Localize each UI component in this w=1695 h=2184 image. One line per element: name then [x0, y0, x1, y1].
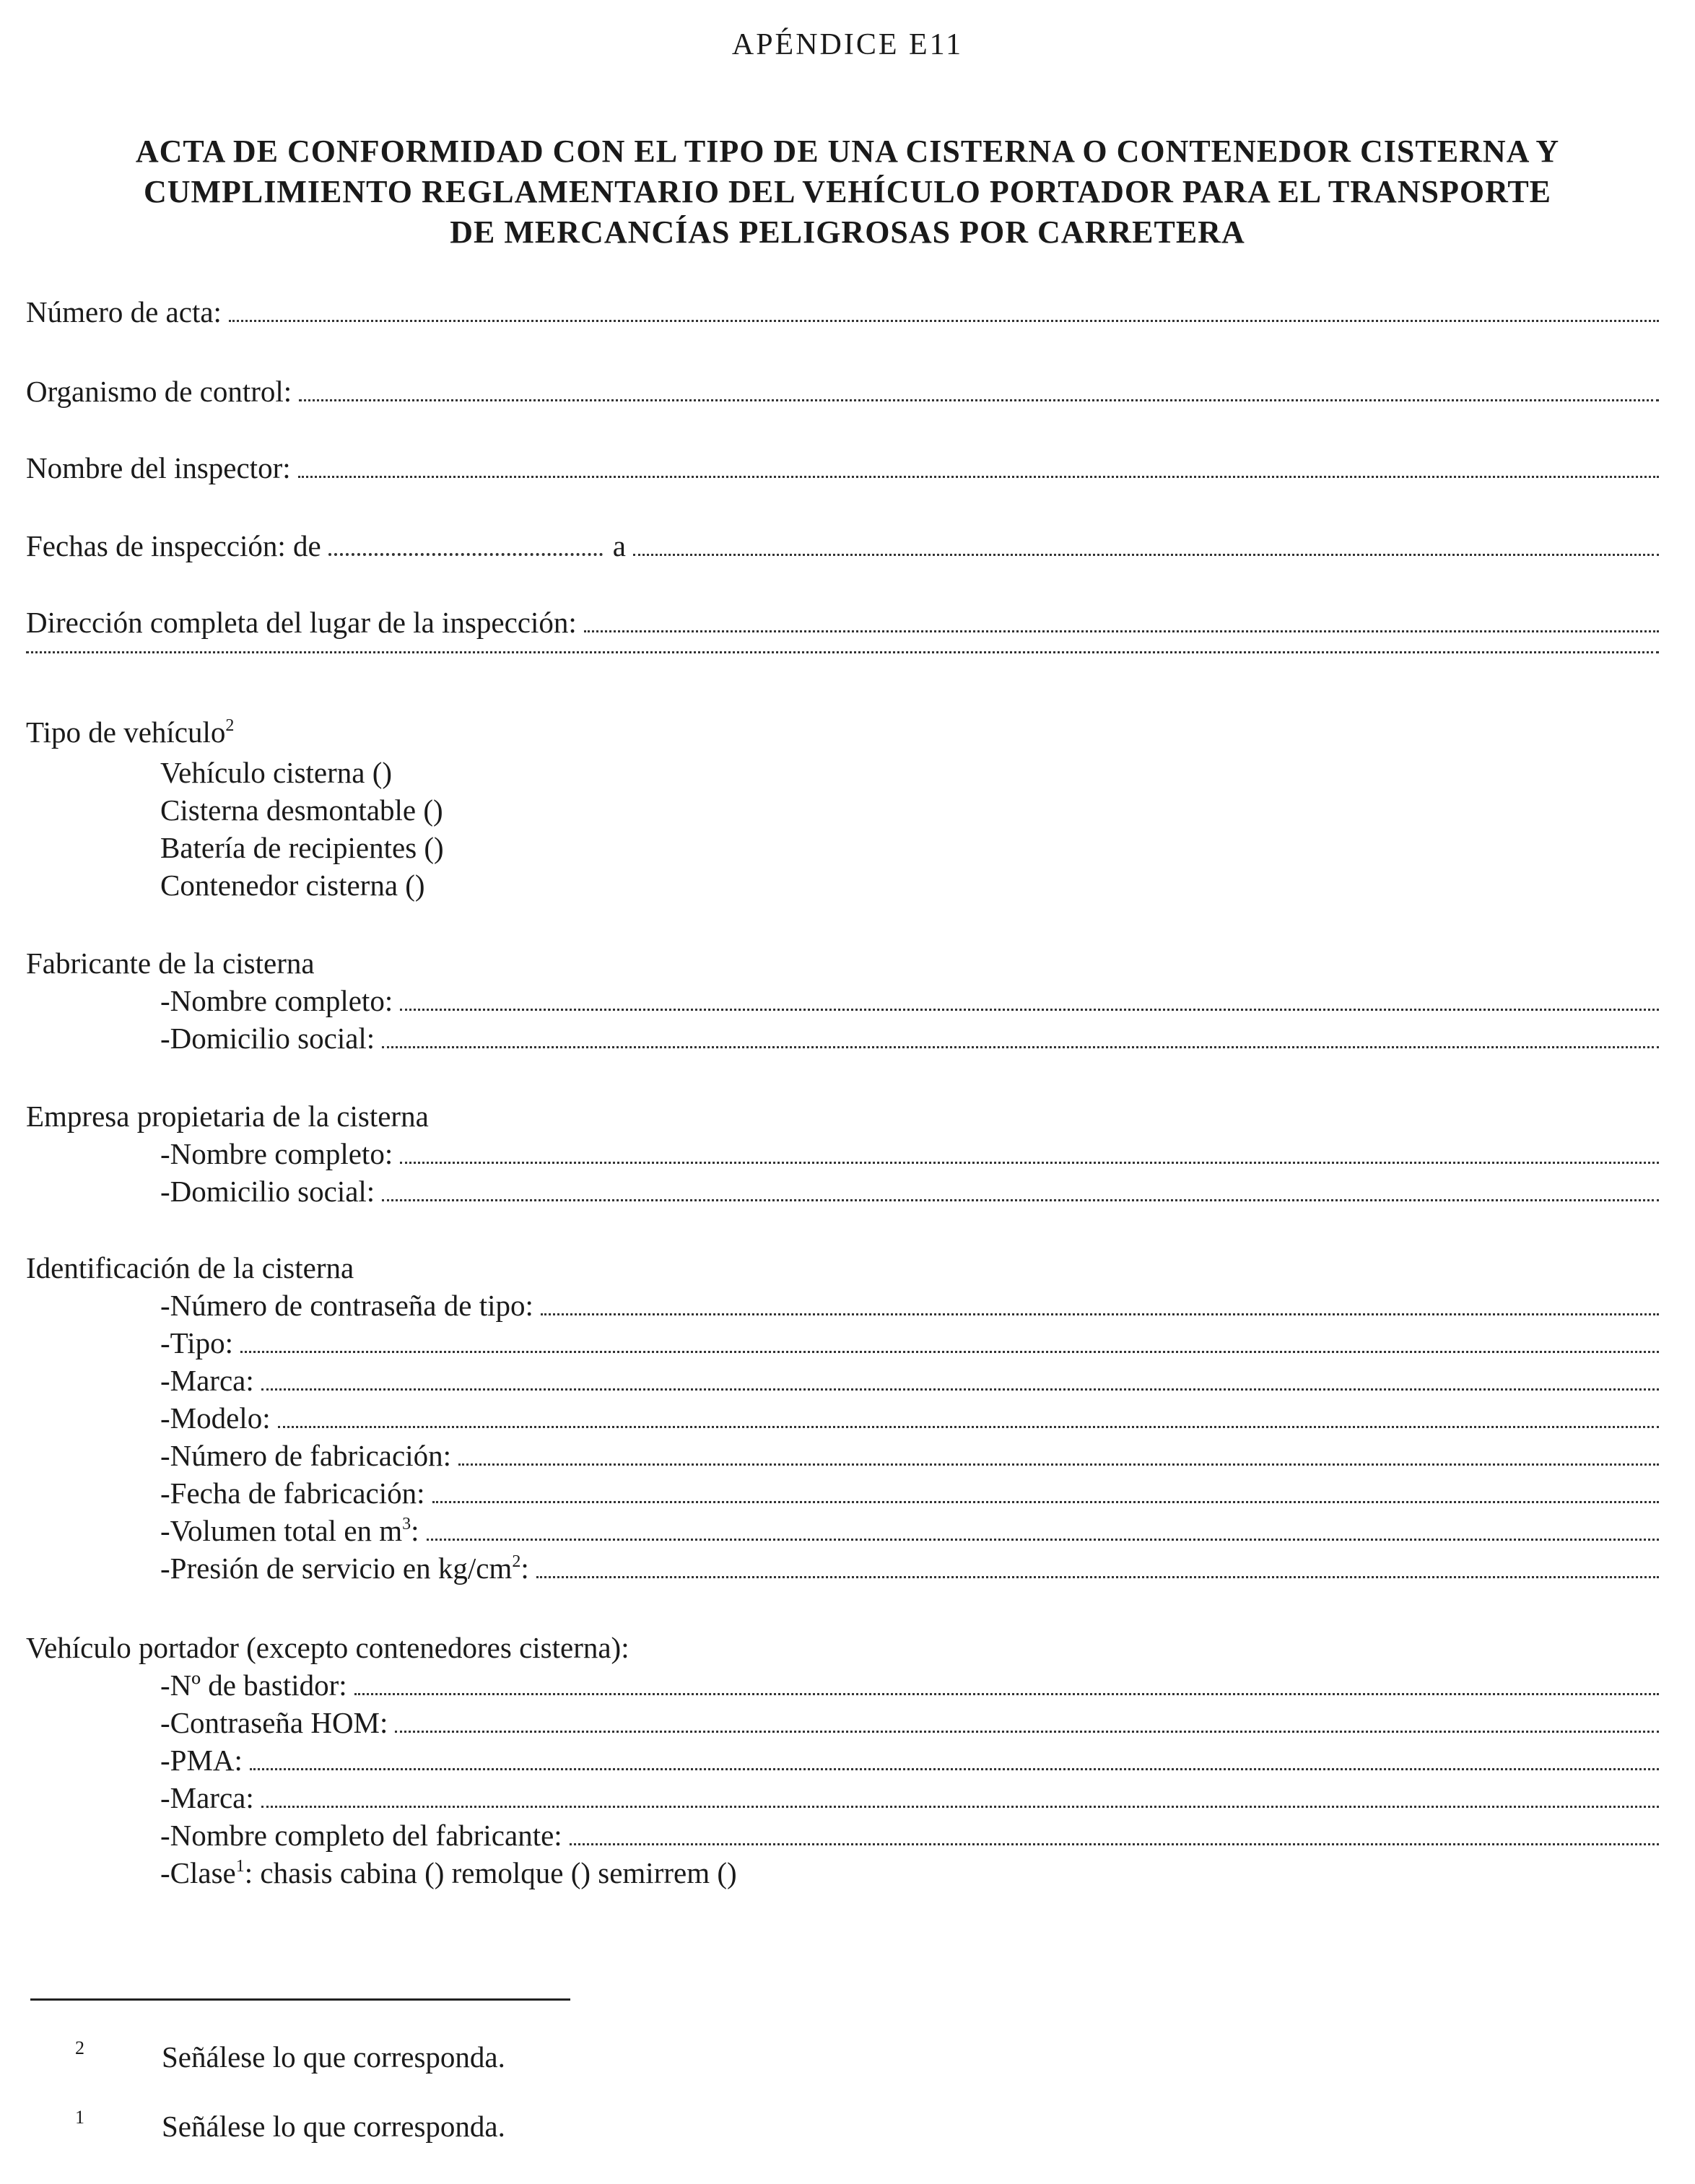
fill-in-line-from[interactable]	[328, 546, 603, 556]
section-heading-propietaria: Empresa propietaria de la cisterna	[26, 1100, 429, 1133]
field-inspector	[26, 451, 1659, 485]
fill-in-line[interactable]	[458, 1456, 1659, 1466]
field-marca	[160, 1363, 1659, 1398]
field-label: -Nombre completo del fabricante:	[160, 1819, 562, 1852]
section-heading-portador: Vehículo portador (excepto contenedores cisterna):	[26, 1631, 629, 1664]
field-label: Dirección completa del lugar de la inspección:	[26, 606, 577, 639]
fill-in-line[interactable]	[298, 469, 1659, 478]
field-label: -Nº de bastidor:	[160, 1669, 347, 1702]
fill-in-line[interactable]	[432, 1494, 1659, 1503]
fill-in-line[interactable]	[536, 1569, 1659, 1578]
field-tipo	[160, 1326, 1659, 1360]
field-fecha-fabricacion	[160, 1476, 1659, 1510]
fill-in-line[interactable]	[395, 1723, 1659, 1733]
fill-in-line[interactable]	[541, 1306, 1659, 1315]
fill-in-line[interactable]	[354, 1686, 1659, 1695]
field-label: -PMA:	[160, 1744, 243, 1777]
fill-in-line[interactable]	[427, 1531, 1659, 1541]
field-label: -Marca:	[160, 1781, 254, 1814]
section-heading-tipo-vehiculo: Tipo de vehículo$^2$	[26, 715, 235, 749]
field-propietaria-nombre	[160, 1136, 1659, 1171]
field-fabricante-nombre	[160, 983, 1659, 1018]
field-portador-marca	[160, 1780, 1659, 1815]
fill-in-line[interactable]	[382, 1192, 1659, 1201]
title-line: CUMPLIMIENTO REGLAMENTARIO DEL VEHÍCULO PORTADOR PARA EL TRANSPORTE	[143, 174, 1552, 209]
fill-in-line-to[interactable]	[633, 547, 1659, 556]
footnote-ref: 2	[225, 716, 235, 735]
field-label: -Tipo:	[160, 1326, 234, 1359]
appendix-label: APÉNDICE E11	[731, 28, 964, 61]
field-label: a	[612, 529, 626, 562]
field-presion	[160, 1551, 1659, 1585]
section-heading-fabricante: Fabricante de la cisterna	[26, 947, 315, 980]
field-label: Fechas de inspección: de	[26, 529, 321, 562]
field-label: Número de acta:	[26, 295, 222, 329]
option-vehiculo-cisterna[interactable]: Vehículo cisterna ()	[160, 756, 393, 789]
fill-in-line[interactable]	[250, 1761, 1659, 1770]
footnote-text: Señálese lo que corresponda.	[162, 2110, 505, 2143]
option-contenedor-cisterna[interactable]: Contenedor cisterna ()	[160, 869, 425, 902]
fill-in-line[interactable]	[570, 1836, 1659, 1845]
fill-in-line[interactable]	[261, 1381, 1659, 1391]
field-nombre-fabricante	[160, 1818, 1659, 1853]
field-volumen	[160, 1513, 1659, 1548]
fill-in-line[interactable]	[261, 1798, 1659, 1808]
field-organismo	[26, 374, 1659, 409]
field-contrasena-hom	[160, 1705, 1659, 1740]
field-numero-fabricacion	[160, 1438, 1659, 1473]
footnote	[75, 2107, 505, 2144]
fill-in-line[interactable]	[278, 1419, 1659, 1428]
field-label: -Volumen total en $m^3$:	[160, 1514, 419, 1547]
field-bastidor	[160, 1668, 1659, 1702]
field-label: -Presión de servicio en $kg/cm^2$:	[160, 1552, 529, 1585]
field-label: Organismo de control:	[26, 375, 292, 408]
field-modelo	[160, 1401, 1659, 1435]
field-label: -Domicilio social:	[160, 1022, 375, 1055]
fill-in-line[interactable]	[240, 1344, 1659, 1353]
field-direccion	[26, 605, 1659, 640]
field-label: -Modelo:	[160, 1401, 271, 1435]
field-label: -Nombre completo:	[160, 984, 393, 1017]
fill-in-line[interactable]	[299, 392, 1659, 401]
superscript: 2	[512, 1552, 521, 1571]
field-label: Nombre del inspector:	[26, 451, 291, 484]
option-bateria-recipientes[interactable]: Batería de recipientes ()	[160, 831, 444, 864]
field-pma	[160, 1743, 1659, 1778]
field-fabricante-domicilio	[160, 1021, 1659, 1056]
field-fechas	[26, 528, 1659, 563]
footnote	[75, 2037, 505, 2074]
field-label: -Domicilio social:	[160, 1175, 375, 1208]
footnote-text: Señálese lo que corresponda.	[162, 2040, 505, 2074]
field-direccion-cont	[26, 644, 1659, 653]
footnote-ref: 1	[235, 1857, 245, 1876]
field-label: -Número de contraseña de tipo:	[160, 1289, 533, 1322]
field-contrasena-tipo	[160, 1288, 1659, 1323]
fill-in-line[interactable]	[26, 644, 1659, 653]
footnote-mark: 2	[75, 2037, 84, 2058]
field-label: -Fecha de fabricación:	[160, 1476, 425, 1510]
title-line: ACTA DE CONFORMIDAD CON EL TIPO DE UNA CISTERNA O CONTENEDOR CISTERNA Y	[135, 134, 1560, 169]
field-label: -Contraseña HOM:	[160, 1706, 388, 1739]
fill-in-line[interactable]	[584, 623, 1659, 632]
fill-in-line[interactable]	[382, 1039, 1659, 1048]
document-title	[29, 131, 1666, 253]
superscript: 3	[402, 1515, 411, 1533]
fill-in-line[interactable]	[400, 1001, 1659, 1011]
section-heading-identificacion: Identificación de la cisterna	[26, 1251, 354, 1284]
field-label: -Nombre completo:	[160, 1137, 393, 1170]
field-label: -Marca:	[160, 1364, 254, 1397]
field-label: -Número de fabricación:	[160, 1439, 451, 1472]
title-line: DE MERCANCÍAS PELIGROSAS POR CARRETERA	[450, 214, 1245, 250]
fill-in-line[interactable]	[400, 1154, 1659, 1164]
field-clase[interactable]: -Clase$^1$: chasis cabina () remolque () semirrem ()	[160, 1856, 737, 1889]
field-numero-acta	[26, 295, 1659, 329]
footnote-divider	[30, 1998, 570, 2001]
fill-in-line[interactable]	[229, 313, 1659, 322]
option-cisterna-desmontable[interactable]: Cisterna desmontable ()	[160, 793, 443, 827]
footnote-mark: 1	[75, 2107, 84, 2128]
field-propietaria-domicilio	[160, 1174, 1659, 1209]
